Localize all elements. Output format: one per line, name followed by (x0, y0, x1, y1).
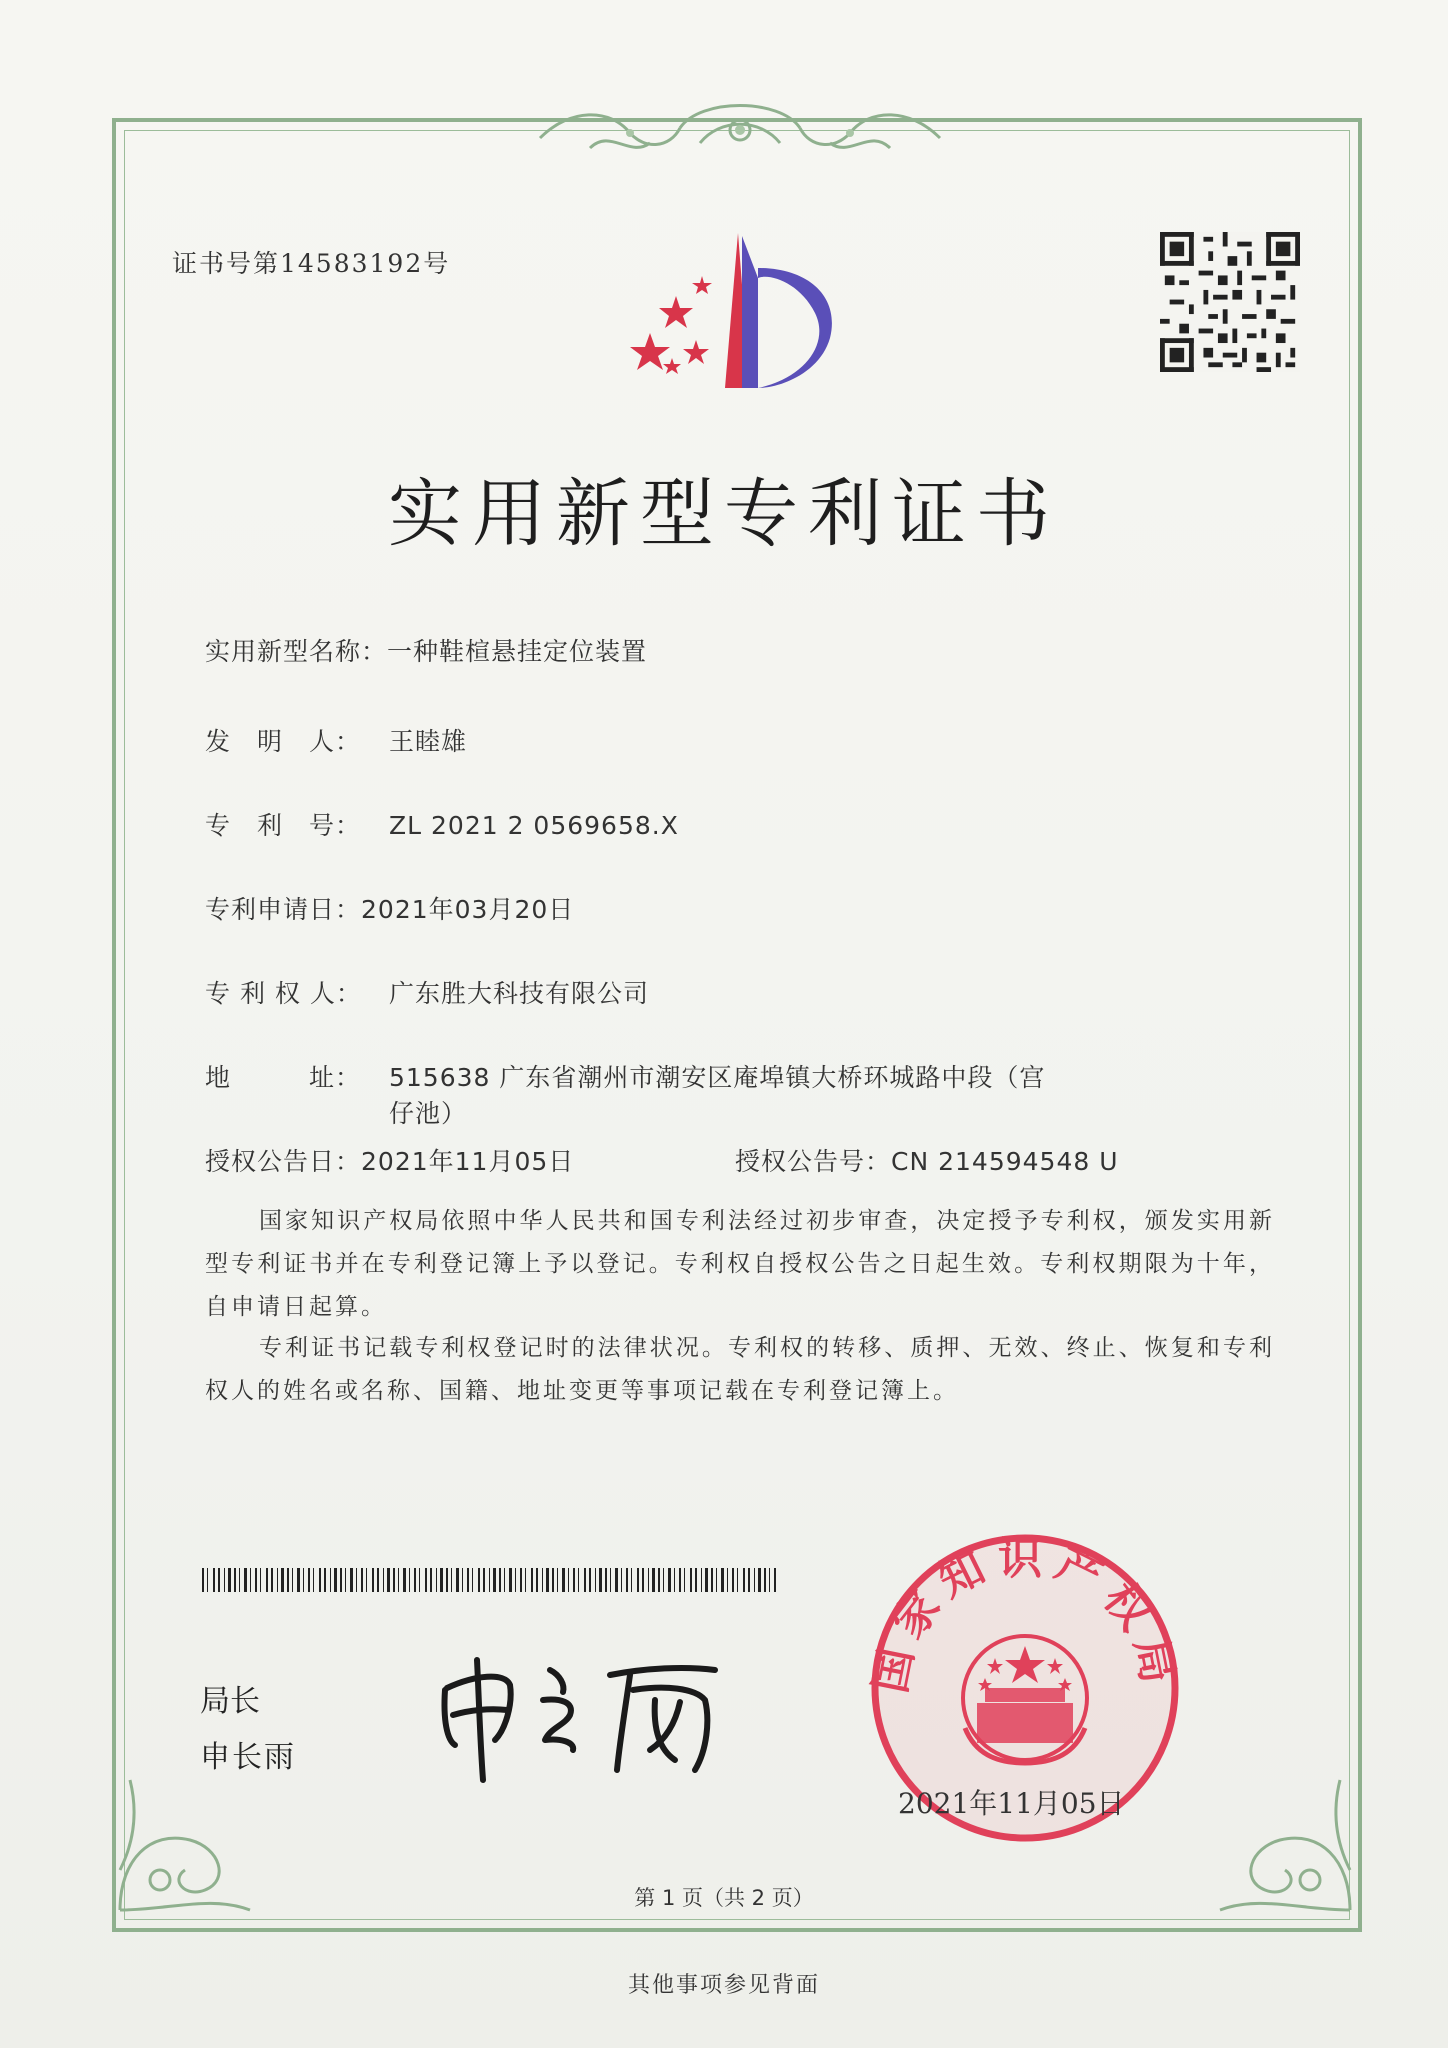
field-value: ZL 2021 2 0569658.X (389, 811, 679, 840)
field-label: 专利申请日： (205, 895, 362, 924)
field-label: 发 明 人： (205, 727, 362, 756)
field-value: 2021年03月20日 (361, 895, 575, 924)
page-number: 第 1 页（共 2 页） (634, 1886, 814, 1910)
director-name: 申长雨 (200, 1740, 296, 1775)
field-value: 一种鞋楦悬挂定位装置 (387, 637, 648, 666)
seal-text: 国家知识产权局 (865, 1533, 1185, 1698)
director-signature-icon (425, 1630, 745, 1790)
qr-code-icon (1160, 232, 1300, 372)
field-label: 专 利 号： (205, 811, 362, 840)
grant-announcement-number-field (735, 1142, 1119, 1178)
seal-date: 2021年11月05日 (898, 1787, 1125, 1820)
patent-office-logo-icon (630, 228, 850, 398)
top-ornament-icon (530, 88, 950, 168)
utility-model-name-field (205, 632, 647, 668)
inventor-field (205, 722, 467, 758)
certificate-number: 证书号第14583192号 (172, 249, 451, 278)
field-label: 地 址： (205, 1063, 362, 1092)
grant-announcement-date-field (205, 1142, 574, 1178)
certificate-title: 实用新型专利证书 (388, 471, 1060, 557)
application-date-field (205, 890, 574, 926)
field-value: 2021年11月05日 (361, 1147, 575, 1176)
legal-status-paragraph: 专利证书记载专利权登记时的法律状况。专利权的转移、质押、无效、终止、恢复和专利权人的姓名或名称、国籍、地址变更等事项记载在专利登记簿上。 (205, 1335, 1275, 1404)
field-label: 授权公告号： (735, 1147, 892, 1176)
grant-statement-paragraph: 国家知识产权局依照中华人民共和国专利法经过初步审查，决定授予专利权，颁发实用新型专利证书并在专利登记簿上予以登记。专利权自授权公告之日起生效。专利权期限为十年，自申请日起算。 (205, 1208, 1275, 1320)
patent-number-field (205, 806, 679, 842)
field-label: 授权公告日： (205, 1147, 362, 1176)
address-field-line2: 仔池） (389, 1099, 468, 1128)
barcode-icon (202, 1568, 776, 1592)
patent-holder-field (205, 974, 649, 1010)
field-label: 专 利 权 人： (205, 979, 362, 1008)
director-title: 局长 (200, 1684, 260, 1719)
field-value: 广东胜大科技有限公司 (389, 979, 650, 1008)
field-value: CN 214594548 U (891, 1147, 1119, 1176)
footer-note: 其他事项参见背面 (627, 1973, 820, 1998)
field-value: 王睦雄 (389, 727, 468, 756)
field-label: 实用新型名称： (205, 637, 388, 666)
field-value: 515638 广东省潮州市潮安区庵埠镇大桥环城路中段（宫 (389, 1063, 1046, 1092)
address-field (205, 1058, 1045, 1094)
